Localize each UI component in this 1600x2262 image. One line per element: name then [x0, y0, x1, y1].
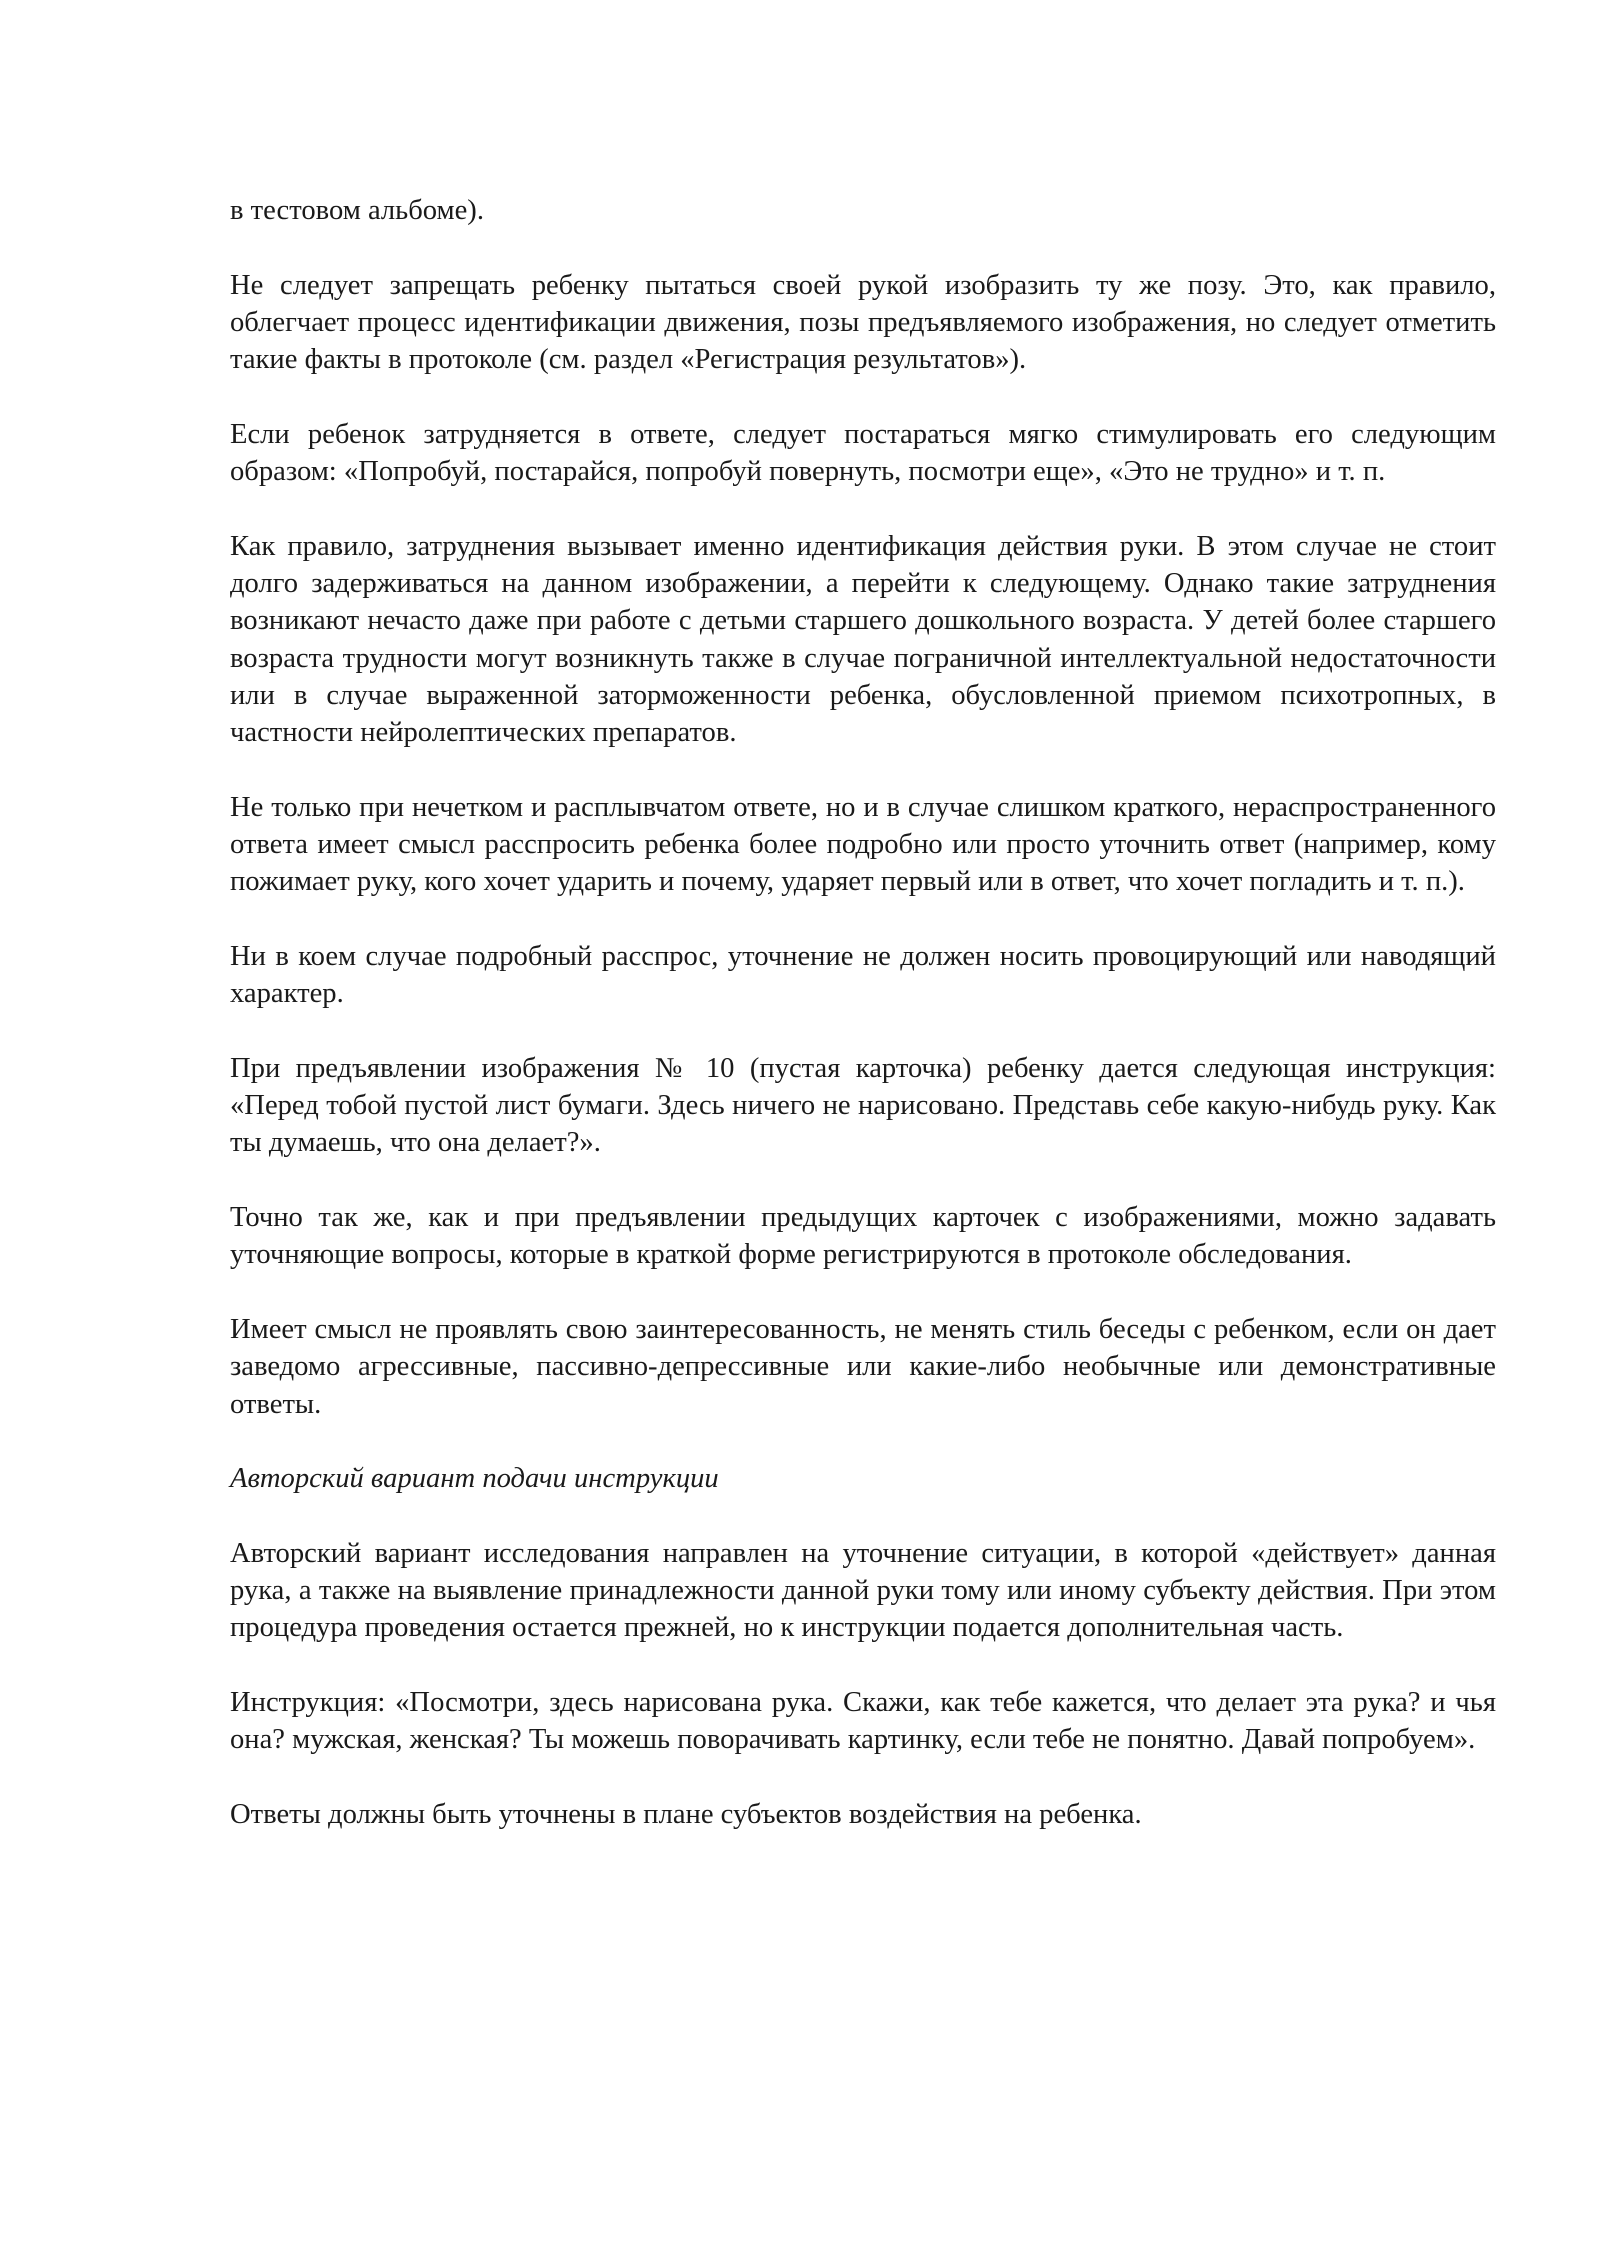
- paragraph-stimulation: Если ребенок затрудняется в ответе, следует постараться мягко стимулировать его следующим образом: «Попробуй, постарайся, попробуй повернуть, посмотри еще», «Это не трудно» и т. п.: [230, 418, 1496, 488]
- paragraph-pose-imitation: Не следует запрещать ребенку пытаться своей рукой изобразить ту же позу. Это, как правило, облегчает процесс идентификации движения, позы предъявляемого изображения, но следует отметить такие факты в протоколе (см. раздел «Регистрация результатов»).: [230, 269, 1496, 376]
- paragraph-answers: Ответы должны быть уточнены в плане субъектов воздействия на ребенка.: [230, 1798, 1142, 1830]
- paragraph-neutral-attitude: Имеет смысл не проявлять свою заинтересованность, не менять стиль беседы с ребенком, если он дает заведомо агрессивные, пассивно-депрессивные или какие-либо необычные или демонстративные ответы.: [230, 1313, 1496, 1420]
- document-page: [230, 192, 1496, 1870]
- paragraph-difficulties: Как правило, затруднения вызывает именно идентификация действия руки. В этом случае не стоит долго задерживаться на данном изображении, а перейти к следующему. Однако такие затруднения возникают нечасто даже при работе с детьми старшего дошкольного возраста. У детей более старшего возраста трудности могут возникнуть также в случае пограничной интеллектуальной недостаточности или в случае выраженной заторможенности ребенка, обусловленной приемом психотропных, в частности нейролептических препаратов.: [230, 530, 1496, 749]
- paragraph-no-provocation: Ни в коем случае подробный расспрос, уточнение не должен носить провоцирующий или наводящий характер.: [230, 940, 1496, 1010]
- paragraph-follow-up-questions: Точно так же, как и при предъявлении предыдущих карточек с изображениями, можно задавать уточняющие вопросы, которые в краткой форме регистрируются в протоколе обследования.: [230, 1202, 1496, 1271]
- paragraph-blank-card: При предъявлении изображения № 10 (пустая карточка) ребенку дается следующая инструкция: «Перед тобой пустой лист бумаги. Здесь ничего не нарисовано. Представь себе какую-нибудь руку. Как ты думаешь, что она делает?».: [230, 1052, 1496, 1159]
- paragraph-author-variant: Авторский вариант исследования направлен на уточнение ситуации, в которой «действует» данная рука, а также на выявление принадлежности данной руки тому или иному субъекту действия. При этом процедура проведения остается прежней, но к инструкции подается дополнительная часть.: [230, 1537, 1496, 1644]
- paragraph-clarification: Не только при нечетком и расплывчатом ответе, но и в случае слишком краткого, нераспространенного ответа имеет смысл расспросить ребенка более подробно или просто уточнить ответ (например, кому пожимает руку, кого хочет ударить и почему, ударяет первый или в ответ, что хочет погладить и т. п.).: [230, 791, 1496, 898]
- paragraph-continuation: в тестовом альбоме).: [230, 195, 484, 226]
- section-subheading: Авторский вариант подачи инструкции: [230, 1463, 719, 1495]
- paragraph-instruction: Инструкция: «Посмотри, здесь нарисована рука. Скажи, как тебе кажется, что делает эта рука? и чья она? мужская, женская? Ты можешь поворачивать картинку, если тебе не понятно. Давай попробуем».: [230, 1686, 1496, 1756]
